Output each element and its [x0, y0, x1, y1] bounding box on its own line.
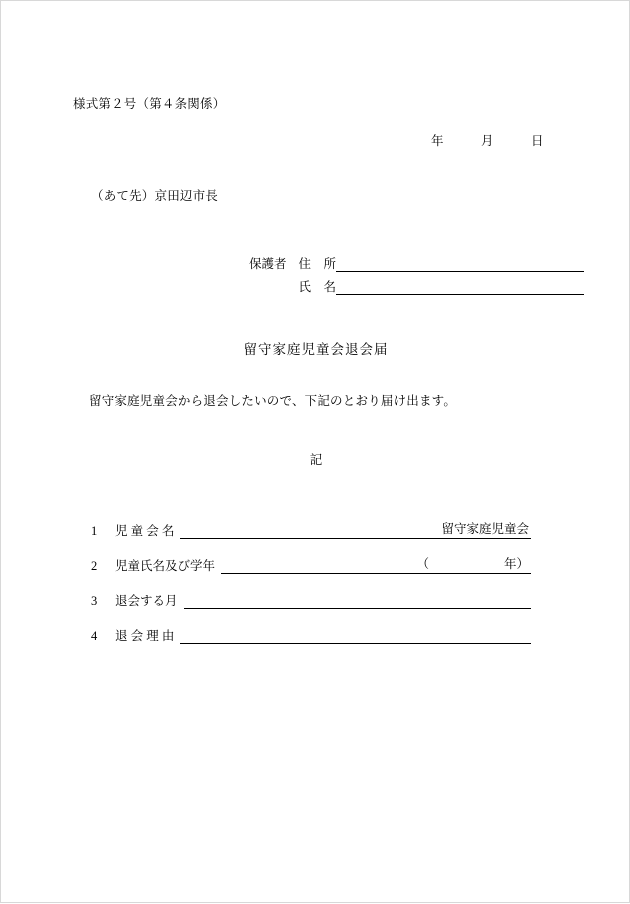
guardian-address-label: 住 所 — [298, 257, 337, 271]
guardian-name-label: 氏 名 — [298, 280, 337, 294]
guardian-name-row — [249, 272, 584, 295]
guardian-block — [249, 249, 584, 295]
item-row — [91, 539, 531, 574]
guardian-name-input[interactable] — [336, 280, 584, 295]
addressee-line: （あて先）京田辺市長 — [91, 189, 219, 203]
statement-text: 留守家庭児童会から退会したいので、下記のとおり届け出ます。 — [89, 394, 457, 408]
guardian-address-input[interactable] — [336, 257, 584, 272]
item-number: 2 — [91, 559, 98, 573]
item-input[interactable] — [180, 628, 531, 644]
item-list — [91, 504, 531, 644]
item-label: 児 童 会 名 — [115, 524, 175, 538]
item-row — [91, 504, 531, 539]
item-input[interactable] — [180, 523, 531, 539]
item-row — [91, 609, 531, 644]
item-label: 退会する月 — [115, 594, 178, 608]
item-number: 4 — [91, 629, 98, 643]
ki-marker: 記 — [309, 453, 323, 467]
item-number: 1 — [91, 524, 98, 538]
item-input[interactable] — [221, 558, 531, 574]
date-line: 年 月 日 — [431, 134, 544, 148]
document-body — [1, 1, 630, 904]
form-number: 様式第２号（第４条関係） — [73, 97, 226, 111]
guardian-address-row — [249, 249, 584, 272]
item-row — [91, 574, 531, 609]
item-label: 退 会 理 由 — [115, 629, 175, 643]
document-title: 留守家庭児童会退会届 — [243, 342, 389, 357]
item-label: 児童氏名及び学年 — [115, 559, 216, 573]
guardian-role-label: 保護者 — [249, 257, 287, 271]
item-suffix: （ 年） — [416, 557, 529, 571]
item-suffix: 留守家庭児童会 — [441, 522, 529, 536]
item-input[interactable] — [184, 593, 531, 609]
item-number: 3 — [91, 594, 98, 608]
